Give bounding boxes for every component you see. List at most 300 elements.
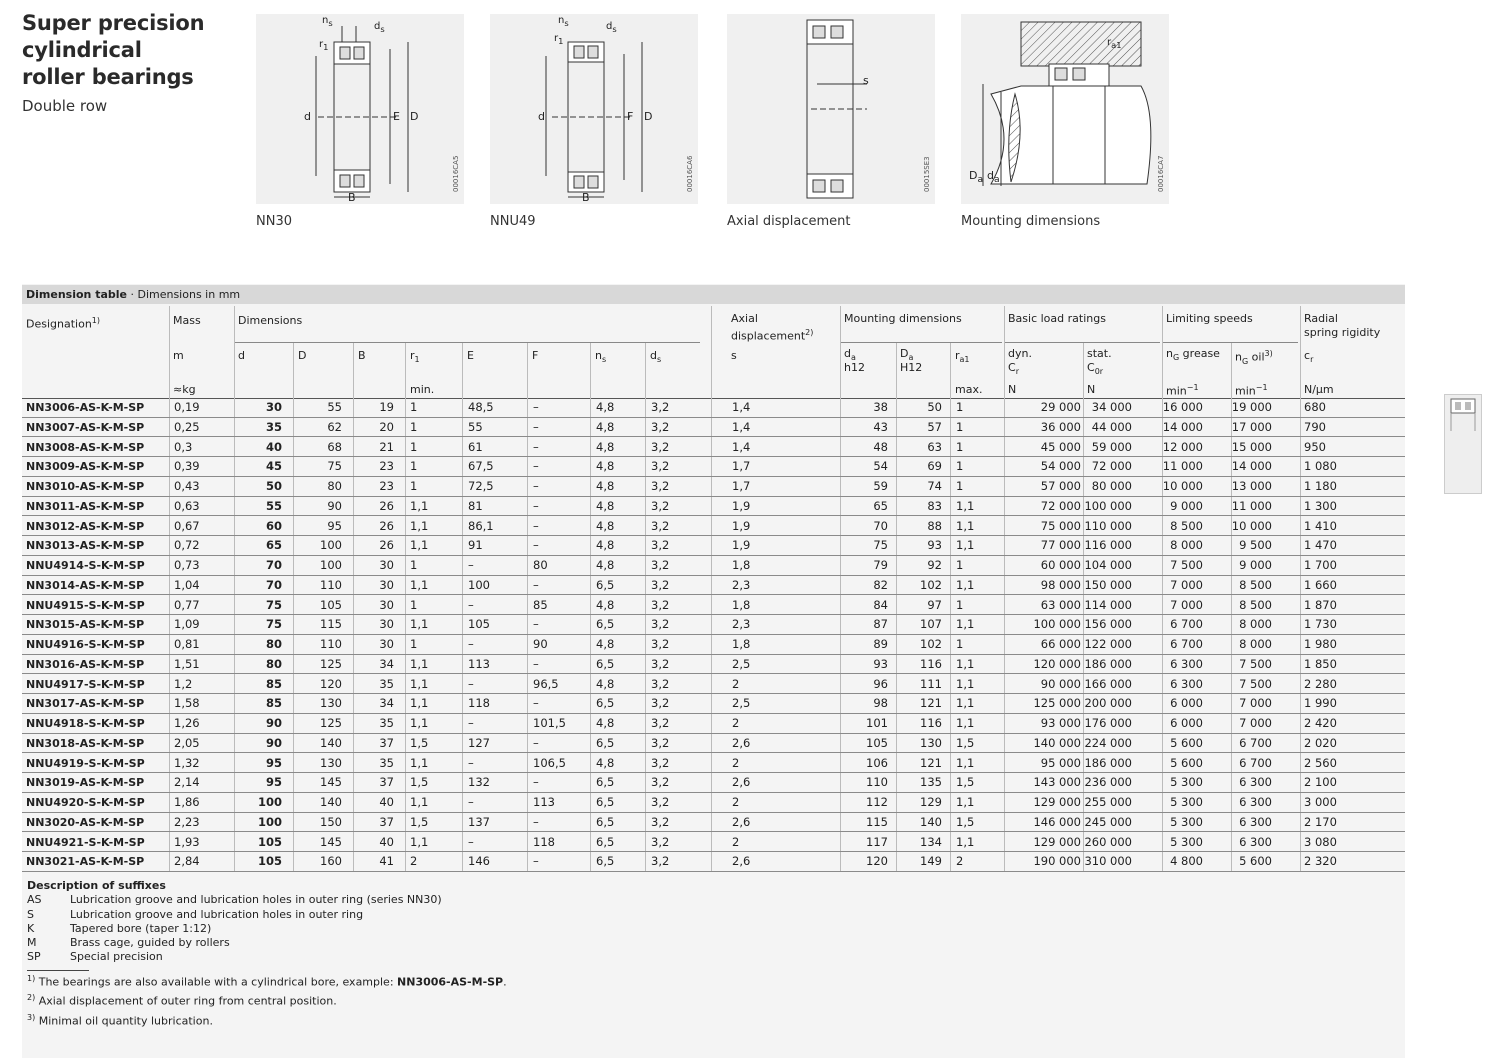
- cell-E: 132: [468, 775, 490, 790]
- col-radial: Radial: [1304, 312, 1338, 325]
- cell-ra1: 1,5: [956, 775, 975, 790]
- cell-ds: 3,2: [651, 775, 670, 790]
- cell-Da: 74: [927, 479, 942, 493]
- cell-designation: NN3018-AS-K-M-SP: [26, 736, 145, 750]
- figure-axial-displacement: [727, 14, 937, 229]
- cell-B: 34: [379, 656, 394, 671]
- page-subtitle: Double row: [22, 97, 108, 115]
- fig-label-F: F: [627, 110, 634, 123]
- cell-ra1: 1,1: [956, 834, 975, 849]
- cell-mass: 0,72: [174, 538, 200, 553]
- cell-Da: 121: [920, 755, 942, 770]
- cell-ng-grease: 10 000: [1162, 479, 1203, 493]
- cell-Da: 121: [920, 696, 942, 711]
- cell-designation: NN3015-AS-K-M-SP: [26, 618, 145, 632]
- cell-ng-grease: 5 600: [1170, 735, 1203, 750]
- cell-F: 118: [533, 834, 555, 849]
- cell-F: –: [533, 814, 539, 829]
- table-row: [22, 833, 1405, 853]
- cell-E: 86,1: [468, 518, 494, 533]
- cell-ds: 3,2: [651, 617, 670, 632]
- cell-F: –: [533, 696, 539, 711]
- cell-ns: 4,8: [596, 755, 615, 770]
- cell-B: 30: [379, 577, 394, 592]
- cell-ds: 3,2: [651, 735, 670, 750]
- sub-ng-oil: $n_G$ oil$^{3)}$: [1235, 349, 1273, 366]
- sub-E: E: [467, 349, 474, 362]
- cell-B: 35: [379, 755, 394, 770]
- cell-ra1: 1: [956, 439, 964, 454]
- cell-d: 55: [265, 498, 282, 513]
- cell-F: 90: [533, 637, 548, 651]
- cell-ra1: 1,5: [956, 814, 975, 829]
- cell-da: 98: [873, 696, 888, 711]
- cell-s: 2,6: [732, 814, 751, 829]
- cell-Da: 116: [920, 656, 942, 671]
- cell-Da: 69: [927, 459, 942, 474]
- cell-designation: NN3019-AS-K-M-SP: [26, 776, 145, 790]
- col-radial-2: spring rigidity: [1304, 326, 1381, 339]
- cell-ra1: 1: [956, 597, 964, 612]
- cell-B: 23: [379, 459, 394, 474]
- cell-E: –: [468, 795, 474, 809]
- table-row: [22, 517, 1405, 537]
- cell-E: 127: [468, 735, 490, 750]
- cell-F: –: [533, 735, 539, 750]
- cell-Cr: 129 000: [1033, 834, 1081, 849]
- cell-ra1: 1: [956, 419, 964, 434]
- header-rule: [234, 342, 700, 343]
- footnote-3: $^{3)}$ Minimal oil quantity lubrication.: [27, 1013, 213, 1028]
- cell-ds: 3,2: [651, 538, 670, 553]
- cell-da: 120: [866, 854, 888, 869]
- cell-Da: 129: [920, 795, 942, 809]
- cell-ns: 6,5: [596, 735, 615, 750]
- dimension-table-subtitle: · Dimensions in mm: [126, 288, 241, 301]
- sub-ns: $n_s$: [595, 349, 607, 365]
- cell-d: 95: [265, 755, 282, 770]
- cell-Da: 102: [920, 637, 942, 651]
- cell-ng-grease: 5 300: [1170, 834, 1203, 849]
- cell-B: 41: [379, 854, 394, 869]
- cell-Cr: 125 000: [1033, 696, 1081, 711]
- cell-da: 89: [873, 637, 888, 651]
- cell-designation: NN3017-AS-K-M-SP: [26, 697, 145, 711]
- cell-r1: 1,1: [410, 577, 429, 592]
- cell-Da: 135: [920, 775, 942, 790]
- cell-B: 40: [379, 795, 394, 809]
- page-title-block: [22, 10, 242, 115]
- cell-r1: 1,1: [410, 696, 429, 711]
- cell-ng-grease: 7 500: [1170, 558, 1203, 572]
- cell-F: –: [533, 518, 539, 533]
- fig-label-E: E: [393, 110, 400, 123]
- fig-label-Da: $D_a$: [969, 169, 984, 186]
- cell-mass: 1,04: [174, 577, 200, 592]
- cell-ds: 3,2: [651, 716, 670, 730]
- cell-ns: 4,8: [596, 479, 615, 493]
- cell-da: 65: [873, 498, 888, 513]
- cell-D: 145: [320, 775, 342, 790]
- fig-label-d: d: [304, 110, 311, 123]
- cell-ns: 4,8: [596, 459, 615, 474]
- cell-mass: 1,93: [174, 834, 200, 849]
- cell-Cr: 54 000: [1040, 459, 1081, 474]
- cell-C0r: 236 000: [1084, 775, 1132, 790]
- cell-ds: 3,2: [651, 439, 670, 454]
- cell-E: 100: [468, 577, 490, 592]
- cell-ns: 4,8: [596, 558, 615, 572]
- cell-ng-oil: 8 500: [1239, 577, 1272, 592]
- cell-da: 38: [873, 400, 888, 414]
- cell-C0r: 186 000: [1084, 656, 1132, 671]
- cell-F: –: [533, 498, 539, 513]
- cell-s: 2,3: [732, 577, 751, 592]
- cell-D: 68: [327, 439, 342, 454]
- cell-s: 2: [732, 834, 740, 849]
- cell-C0r: 224 000: [1084, 735, 1132, 750]
- unit-N-dyn: N: [1008, 383, 1017, 396]
- cell-E: 61: [468, 439, 483, 454]
- col-dimensions: Dimensions: [238, 314, 303, 327]
- cell-B: 20: [379, 419, 394, 434]
- figure-code: 00016CA5: [452, 155, 460, 192]
- cell-Da: 88: [927, 518, 942, 533]
- cell-Cr: 60 000: [1040, 558, 1081, 572]
- cell-d: 85: [265, 696, 282, 711]
- cell-r1: 1,1: [410, 498, 429, 513]
- cell-E: 72,5: [468, 479, 494, 493]
- cell-D: 90: [327, 498, 342, 513]
- cell-s: 1,7: [732, 459, 751, 474]
- cell-ng-grease: 7 000: [1170, 597, 1203, 612]
- cell-ng-oil: 14 000: [1231, 459, 1272, 474]
- cell-da: 117: [866, 834, 888, 849]
- cell-ds: 3,2: [651, 400, 670, 414]
- cell-s: 1,9: [732, 518, 751, 533]
- cell-Da: 149: [920, 854, 942, 869]
- cell-ns: 4,8: [596, 419, 615, 434]
- cell-da: 84: [873, 597, 888, 612]
- cell-mass: 0,63: [174, 498, 200, 513]
- cell-d: 60: [265, 518, 282, 533]
- cell-D: 110: [320, 637, 342, 651]
- cell-Da: 102: [920, 577, 942, 592]
- cell-D: 145: [320, 834, 342, 849]
- cell-ns: 4,8: [596, 439, 615, 454]
- cell-Cr: 146 000: [1033, 814, 1081, 829]
- cell-ns: 4,8: [596, 716, 615, 730]
- table-row: [22, 418, 1405, 438]
- cell-mass: 0,39: [174, 459, 200, 474]
- cell-C0r: 156 000: [1084, 617, 1132, 632]
- table-row: [22, 655, 1405, 675]
- cell-E: 113: [468, 656, 490, 671]
- cell-D: 110: [320, 577, 342, 592]
- cell-da: 48: [873, 439, 888, 454]
- fig-label-D: D: [410, 110, 419, 123]
- cell-designation: NNU4920-S-K-M-SP: [26, 796, 145, 809]
- cell-F: –: [533, 854, 539, 869]
- cell-C0r: 104 000: [1084, 558, 1132, 572]
- cell-s: 2: [732, 716, 740, 730]
- cell-Cr: 57 000: [1040, 479, 1081, 493]
- cell-designation: NN3007-AS-K-M-SP: [26, 420, 145, 434]
- figure-nnu49: [490, 14, 700, 229]
- sub-dyn: dyn.: [1008, 347, 1032, 360]
- cell-ds: 3,2: [651, 795, 670, 809]
- cell-r1: 1,1: [410, 716, 429, 730]
- cell-s: 2,6: [732, 735, 751, 750]
- cell-mass: 0,19: [174, 400, 200, 414]
- cell-F: –: [533, 419, 539, 434]
- cell-r1: 1: [410, 419, 418, 434]
- cell-ng-grease: 5 300: [1170, 795, 1203, 809]
- cell-da: 101: [866, 716, 888, 730]
- cell-da: 43: [873, 419, 888, 434]
- cell-D: 100: [320, 558, 342, 572]
- sub-r1: $r_1$: [410, 349, 420, 365]
- nnu49-bearing-drawing: [490, 14, 698, 204]
- cell-ra1: 1,1: [956, 656, 975, 671]
- cell-E: –: [468, 558, 474, 572]
- cell-Cr: 95 000: [1040, 755, 1081, 770]
- cell-ns: 4,8: [596, 518, 615, 533]
- cell-d: 105: [257, 854, 282, 869]
- cell-da: 96: [873, 676, 888, 691]
- cell-ng-oil: 8 000: [1239, 617, 1272, 632]
- sub-h12: h12: [844, 361, 865, 374]
- cell-D: 125: [320, 656, 342, 671]
- cell-ng-grease: 5 600: [1170, 755, 1203, 770]
- cell-Da: 63: [927, 439, 942, 454]
- cell-E: –: [468, 597, 474, 612]
- cell-ds: 3,2: [651, 518, 670, 533]
- unit-min-grease: $\min^{-1}$: [1166, 383, 1199, 398]
- cell-cr: 3 000: [1304, 795, 1337, 809]
- cell-da: 110: [866, 775, 888, 790]
- cell-s: 2,5: [732, 656, 751, 671]
- table-row: [22, 734, 1405, 754]
- fig-label-r1: $r_1$: [554, 33, 564, 46]
- unit-min-oil: $\min^{-1}$: [1235, 383, 1268, 398]
- cell-C0r: 186 000: [1084, 755, 1132, 770]
- sub-d: d: [238, 349, 245, 362]
- cell-B: 30: [379, 637, 394, 651]
- cell-d: 90: [265, 735, 282, 750]
- cell-s: 2,6: [732, 775, 751, 790]
- cell-cr: 1 870: [1304, 597, 1337, 612]
- col-load-ratings: Basic load ratings: [1008, 312, 1106, 325]
- cell-s: 1,9: [732, 538, 751, 553]
- fig-label-ra1: $r_{a1}$: [1107, 37, 1122, 50]
- table-row: [22, 497, 1405, 517]
- cell-s: 2,3: [732, 617, 751, 632]
- unit-N-stat: N: [1087, 383, 1096, 396]
- cell-ra1: 1,1: [956, 676, 975, 691]
- table-row: [22, 694, 1405, 714]
- footnote-2: $^{2)}$ Axial displacement of outer ring from central position.: [27, 993, 337, 1008]
- cell-d: 90: [265, 716, 282, 730]
- sub-stat: stat.: [1087, 347, 1112, 360]
- cell-E: 146: [468, 854, 490, 869]
- col-limiting-speeds: Limiting speeds: [1166, 312, 1253, 325]
- cell-s: 2,5: [732, 696, 751, 711]
- cell-F: 80: [533, 558, 548, 572]
- cell-D: 95: [327, 518, 342, 533]
- cell-B: 30: [379, 617, 394, 632]
- dimension-table-header: [22, 285, 1405, 304]
- cell-cr: 1 850: [1304, 656, 1337, 671]
- cell-mass: 0,67: [174, 518, 200, 533]
- cell-ds: 3,2: [651, 834, 670, 849]
- cell-d: 105: [257, 834, 282, 849]
- cell-ng-oil: 6 300: [1239, 834, 1272, 849]
- cell-d: 35: [265, 419, 282, 434]
- cell-D: 150: [320, 814, 342, 829]
- cell-C0r: 255 000: [1084, 795, 1132, 809]
- cell-r1: 1,1: [410, 518, 429, 533]
- cell-cr: 1 980: [1304, 637, 1337, 651]
- table-row: [22, 576, 1405, 596]
- cell-Cr: 90 000: [1040, 676, 1081, 691]
- cell-da: 79: [873, 558, 888, 572]
- cell-mass: 1,2: [174, 676, 193, 691]
- dimension-table-title: Dimension table: [26, 288, 127, 301]
- cell-C0r: 176 000: [1084, 716, 1132, 730]
- cell-B: 30: [379, 558, 394, 572]
- col-mounting: Mounting dimensions: [844, 312, 962, 325]
- cell-s: 1,4: [732, 439, 751, 454]
- cell-designation: NNU4914-S-K-M-SP: [26, 559, 145, 572]
- cell-designation: NN3020-AS-K-M-SP: [26, 815, 145, 829]
- fig-label-da: $d_a$: [987, 169, 1000, 186]
- cell-C0r: 116 000: [1084, 538, 1132, 553]
- cell-s: 1,4: [732, 400, 751, 414]
- cell-ng-grease: 8 500: [1170, 518, 1203, 533]
- cell-ra1: 2: [956, 854, 964, 869]
- cell-ng-oil: 6 700: [1239, 755, 1272, 770]
- table-row: [22, 852, 1405, 872]
- cell-cr: 2 420: [1304, 716, 1337, 730]
- cell-ra1: 1: [956, 558, 964, 572]
- cell-C0r: 260 000: [1084, 834, 1132, 849]
- cell-ng-oil: 6 300: [1239, 795, 1272, 809]
- cell-ng-grease: 6 000: [1170, 716, 1203, 730]
- cell-r1: 1,5: [410, 735, 429, 750]
- figure-axial-drawing: [727, 14, 935, 204]
- cell-designation: NN3021-AS-K-M-SP: [26, 855, 145, 869]
- cell-Cr: 72 000: [1040, 498, 1081, 513]
- cell-cr: 1 730: [1304, 617, 1337, 632]
- cell-B: 37: [379, 735, 394, 750]
- cell-da: 59: [873, 479, 888, 493]
- cell-ng-grease: 6 300: [1170, 656, 1203, 671]
- cell-B: 21: [379, 439, 394, 454]
- unit-kg: ≈kg: [173, 383, 196, 396]
- cell-mass: 1,51: [174, 656, 200, 671]
- cell-mass: 1,09: [174, 617, 200, 632]
- cell-B: 35: [379, 716, 394, 730]
- cell-ns: 4,8: [596, 498, 615, 513]
- cell-ng-oil: 5 600: [1239, 854, 1272, 869]
- sub-B: B: [358, 349, 366, 362]
- cell-C0r: 310 000: [1084, 854, 1132, 869]
- cell-designation: NNU4916-S-K-M-SP: [26, 638, 145, 651]
- cell-designation: NNU4919-S-K-M-SP: [26, 756, 145, 770]
- table-row: [22, 398, 1405, 418]
- cell-D: 130: [320, 696, 342, 711]
- cell-cr: 790: [1304, 419, 1326, 434]
- cell-E: 91: [468, 538, 483, 553]
- cell-C0r: 80 000: [1091, 479, 1132, 493]
- cell-C0r: 59 000: [1091, 439, 1132, 454]
- cell-ra1: 1: [956, 479, 964, 493]
- cell-ns: 4,8: [596, 538, 615, 553]
- fig-label-ns: $n_s$: [322, 15, 333, 28]
- cell-r1: 1: [410, 400, 418, 414]
- cell-ng-oil: 19 000: [1231, 400, 1272, 414]
- cell-C0r: 200 000: [1084, 696, 1132, 711]
- cell-B: 26: [379, 538, 394, 553]
- cell-mass: 0,77: [174, 597, 200, 612]
- cell-E: 105: [468, 617, 490, 632]
- table-row: [22, 477, 1405, 497]
- cell-Cr: 129 000: [1033, 795, 1081, 809]
- table-row: [22, 813, 1405, 833]
- cell-ns: 6,5: [596, 814, 615, 829]
- cell-r1: 1,1: [410, 755, 429, 770]
- cell-ng-oil: 9 500: [1239, 538, 1272, 553]
- cell-C0r: 110 000: [1084, 518, 1132, 533]
- cell-mass: 0,81: [174, 637, 200, 651]
- cell-r1: 1: [410, 479, 418, 493]
- cell-cr: 2 020: [1304, 735, 1337, 750]
- cell-ng-oil: 8 000: [1239, 637, 1272, 651]
- cell-Da: 83: [927, 498, 942, 513]
- cell-mass: 1,86: [174, 795, 200, 809]
- nn30-bearing-drawing: [256, 14, 464, 204]
- cell-Cr: 140 000: [1033, 735, 1081, 750]
- cell-ns: 4,8: [596, 637, 615, 651]
- cell-C0r: 245 000: [1084, 814, 1132, 829]
- cell-d: 50: [265, 479, 282, 493]
- cell-E: –: [468, 755, 474, 770]
- cell-F: –: [533, 577, 539, 592]
- cell-Cr: 36 000: [1040, 419, 1081, 434]
- cell-designation: NNU4917-S-K-M-SP: [26, 677, 145, 691]
- figure-caption: NN30: [256, 214, 292, 229]
- cell-Da: 93: [927, 538, 942, 553]
- cell-Cr: 75 000: [1040, 518, 1081, 533]
- cell-designation: NN3012-AS-K-M-SP: [26, 519, 145, 533]
- cell-designation: NN3014-AS-K-M-SP: [26, 578, 145, 592]
- cell-ng-oil: 7 500: [1239, 656, 1272, 671]
- cell-ng-grease: 6 000: [1170, 696, 1203, 711]
- cell-D: 120: [320, 676, 342, 691]
- cell-D: 75: [327, 459, 342, 474]
- cell-mass: 0,73: [174, 558, 200, 572]
- cell-s: 2: [732, 755, 740, 770]
- cell-F: –: [533, 775, 539, 790]
- cell-ng-oil: 13 000: [1231, 479, 1272, 493]
- cell-r1: 1: [410, 459, 418, 474]
- sub-H12: H12: [900, 361, 923, 374]
- col-mass: Mass: [173, 314, 201, 327]
- cell-ds: 3,2: [651, 558, 670, 572]
- cell-ds: 3,2: [651, 419, 670, 434]
- footnote-1: $^{1)}$ The bearings are also available with a cylindrical bore, example: NN3006-AS-M-SP.: [27, 974, 507, 989]
